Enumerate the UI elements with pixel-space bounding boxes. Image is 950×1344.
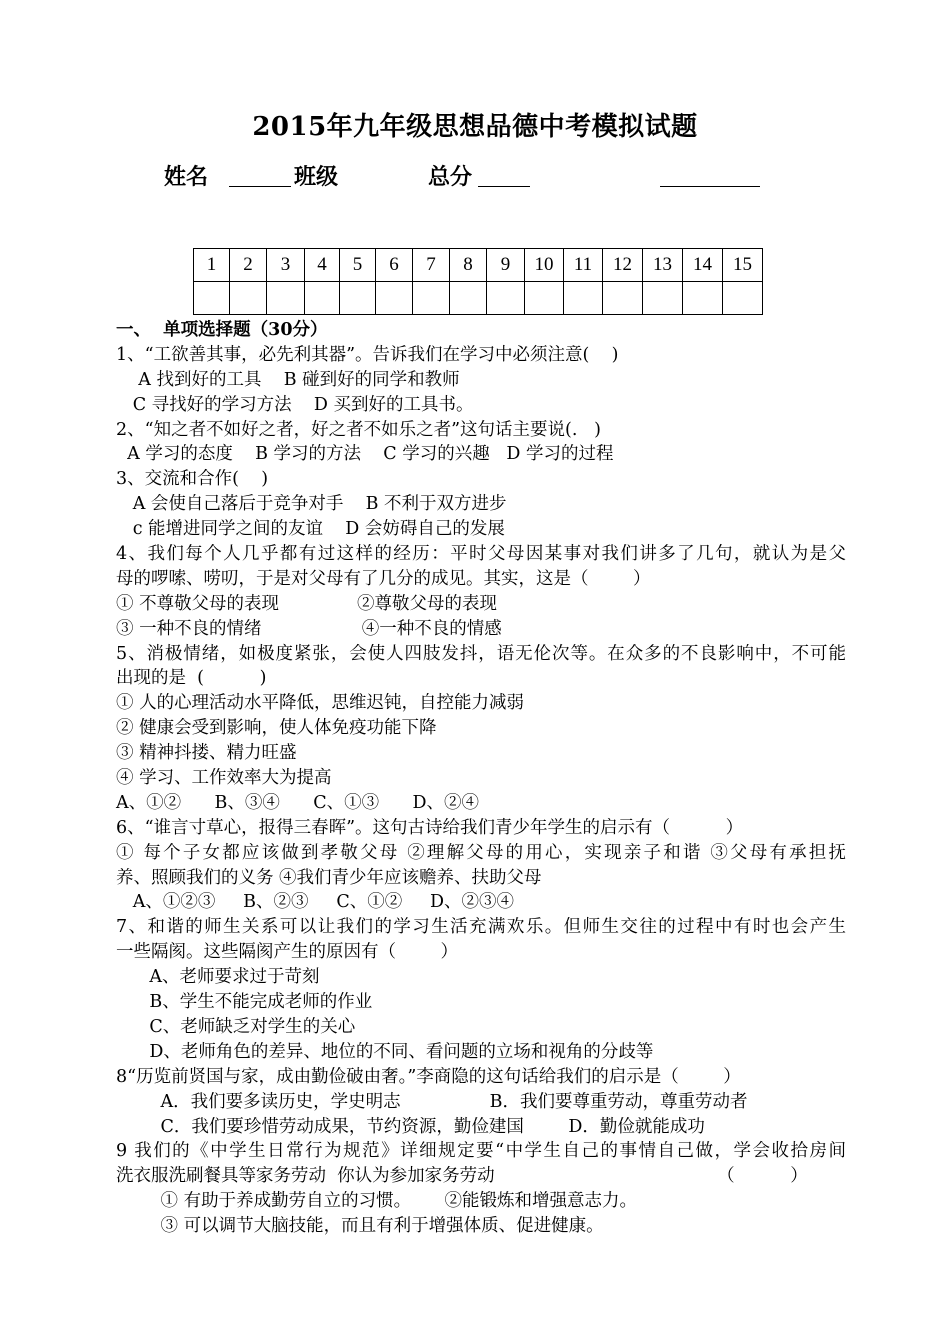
question-line: ① 有助于养成勤劳自立的习惯。 ②能锻炼和增强意志力。 xyxy=(116,1191,637,1212)
score-header-cell: 13 xyxy=(643,249,683,282)
score-header-cell: 9 xyxy=(487,249,525,282)
score-table-header-row xyxy=(194,249,763,282)
question-stem: 9 我们的《中学生日常行为规范》详细规定要“中学生自己的事情自己做，学会收拾房间 xyxy=(116,1141,846,1162)
question-stem: 1、“工欲善其事，必先利其器”。告诉我们在学习中必须注意( ) xyxy=(116,344,619,365)
score-header-cell: 15 xyxy=(723,249,763,282)
score-header-cell: 4 xyxy=(305,249,340,282)
question-item xyxy=(116,816,846,916)
answer-cell[interactable] xyxy=(723,282,763,315)
question-item xyxy=(116,642,846,816)
question-line: 一些隔阂。这些隔阂产生的原因有（ ） xyxy=(116,942,459,963)
question-item xyxy=(116,542,846,642)
class-label: 班级 xyxy=(294,164,339,190)
question-line: C 寻找好的学习方法 D 买到好的工具书。 xyxy=(116,394,474,415)
answer-cell[interactable] xyxy=(643,282,683,315)
question-list xyxy=(116,343,846,1239)
score-table-answer-row xyxy=(194,282,763,315)
question-line: 出现的是 ( ) xyxy=(116,668,267,689)
score-header-cell: 14 xyxy=(683,249,723,282)
page-title: 2015年九年级思想品德中考模拟试题 xyxy=(252,112,698,142)
question-line: ① 人的心理活动水平降低，思维迟钝，自控能力减弱 xyxy=(116,693,525,714)
question-line: ① 不尊敬父母的表现 ②尊敬父母的表现 xyxy=(116,593,497,614)
score-header-cell: 12 xyxy=(603,249,643,282)
total-score-blank[interactable] xyxy=(478,186,530,187)
student-info-row xyxy=(0,160,950,190)
question-item xyxy=(116,343,846,418)
question-stem: 8“历览前贤国与家，成由勤俭破由奢。”李商隐的这句话给我们的启示是（ ） xyxy=(116,1066,741,1087)
question-item xyxy=(116,915,846,1064)
question-item xyxy=(116,418,846,468)
question-line: ① 每个子女都应该做到孝敬父母 ②理解父母的用心，实现亲子和谐 ③父母有承担抚 xyxy=(116,842,846,863)
score-table xyxy=(193,248,763,315)
question-item xyxy=(116,1065,846,1140)
answer-cell[interactable] xyxy=(487,282,525,315)
score-header-cell: 10 xyxy=(525,249,564,282)
answer-cell[interactable] xyxy=(230,282,267,315)
name-blank[interactable] xyxy=(229,186,291,187)
question-stem: 7、和谐的师生关系可以让我们的学习生活充满欢乐。但师生交往的过程中有时也会产生 xyxy=(116,917,846,938)
answer-cell[interactable] xyxy=(450,282,487,315)
extra-blank[interactable] xyxy=(660,186,760,187)
name-label: 姓名 xyxy=(164,164,209,190)
score-header-cell: 3 xyxy=(267,249,305,282)
score-header-cell: 7 xyxy=(413,249,450,282)
score-header-cell: 11 xyxy=(564,249,603,282)
answer-cell[interactable] xyxy=(564,282,603,315)
answer-cell[interactable] xyxy=(194,282,230,315)
question-line: A．我们要多读历史，学史明志 B．我们要尊重劳动，尊重劳动者 xyxy=(116,1091,748,1112)
answer-cell[interactable] xyxy=(340,282,376,315)
question-line: A、①② B、③④ C、①③ D、②④ xyxy=(116,792,480,813)
question-line: A、老师要求过于苛刻 xyxy=(116,967,320,988)
score-header-cell: 1 xyxy=(194,249,230,282)
question-line: ④ 学习、工作效率大为提高 xyxy=(116,768,332,789)
question-line: ② 健康会受到影响，使人体免疫功能下降 xyxy=(116,718,437,739)
question-line: ③ 可以调节大脑技能，而且有利于增强体质、促进健康。 xyxy=(116,1216,604,1237)
question-line: 洗衣服洗刷餐具等家务劳动 你认为参加家务劳动 （ ） xyxy=(116,1166,808,1187)
answer-cell[interactable] xyxy=(267,282,305,315)
answer-cell[interactable] xyxy=(305,282,340,315)
answer-cell[interactable] xyxy=(525,282,564,315)
question-line: B、学生不能完成老师的作业 xyxy=(116,992,373,1013)
score-header-cell: 8 xyxy=(450,249,487,282)
question-item xyxy=(116,1139,846,1239)
score-header-cell: 2 xyxy=(230,249,267,282)
question-stem: 5、消极情绪，如极度紧张，会使人四肢发抖，语无伦次等。在众多的不良影响中，不可能 xyxy=(116,643,846,664)
answer-cell[interactable] xyxy=(683,282,723,315)
question-line: A、①②③ B、②③ C、①② D、②③④ xyxy=(116,892,515,913)
question-item xyxy=(116,467,846,542)
score-header-cell: 6 xyxy=(376,249,413,282)
question-line: A 学习的态度 B 学习的方法 C 学习的兴趣 D 学习的过程 xyxy=(116,444,614,465)
exam-content xyxy=(116,318,846,1239)
section-title: 一、 单项选择题（30分） xyxy=(116,320,328,340)
question-stem: 2、“知之者不如好之者，好之者不如乐之者”这句话主要说(. ) xyxy=(116,419,601,440)
question-line: 母的啰嗦、唠叨，于是对父母有了几分的成见。其实，这是（ ） xyxy=(116,568,651,589)
question-line: A 找到好的工具 B 碰到好的同学和教师 xyxy=(116,369,460,390)
question-stem: 3、交流和合作( ) xyxy=(116,469,269,490)
answer-cell[interactable] xyxy=(413,282,450,315)
question-line: A 会使自己落后于竞争对手 B 不利于双方进步 xyxy=(116,494,507,515)
question-stem: 6、“谁言寸草心，报得三春晖”。这句古诗给我们青少年学生的启示有（ ） xyxy=(116,817,744,838)
answer-cell[interactable] xyxy=(376,282,413,315)
question-line: D、老师角色的差异、地位的不同、看问题的立场和视角的分歧等 xyxy=(116,1041,654,1062)
question-line: c 能增进同学之间的友谊 D 会妨碍自己的发展 xyxy=(116,519,505,540)
question-stem: 4、我们每个人几乎都有过这样的经历：平时父母因某事对我们讲多了几句，就认为是父 xyxy=(116,544,846,565)
score-label: 总分 xyxy=(428,164,473,190)
score-header-cell: 5 xyxy=(340,249,376,282)
question-line: 养、照顾我们的义务 ④我们青少年应该赡养、扶助父母 xyxy=(116,867,542,888)
answer-cell[interactable] xyxy=(603,282,643,315)
question-line: C．我们要珍惜劳动成果，节约资源，勤俭建国 D．勤俭就能成功 xyxy=(116,1116,705,1137)
question-line: ③ 精神抖搂、精力旺盛 xyxy=(116,743,297,764)
question-line: ③ 一种不良的情绪 ④一种不良的情感 xyxy=(116,618,502,639)
question-line: C、老师缺乏对学生的关心 xyxy=(116,1016,356,1037)
